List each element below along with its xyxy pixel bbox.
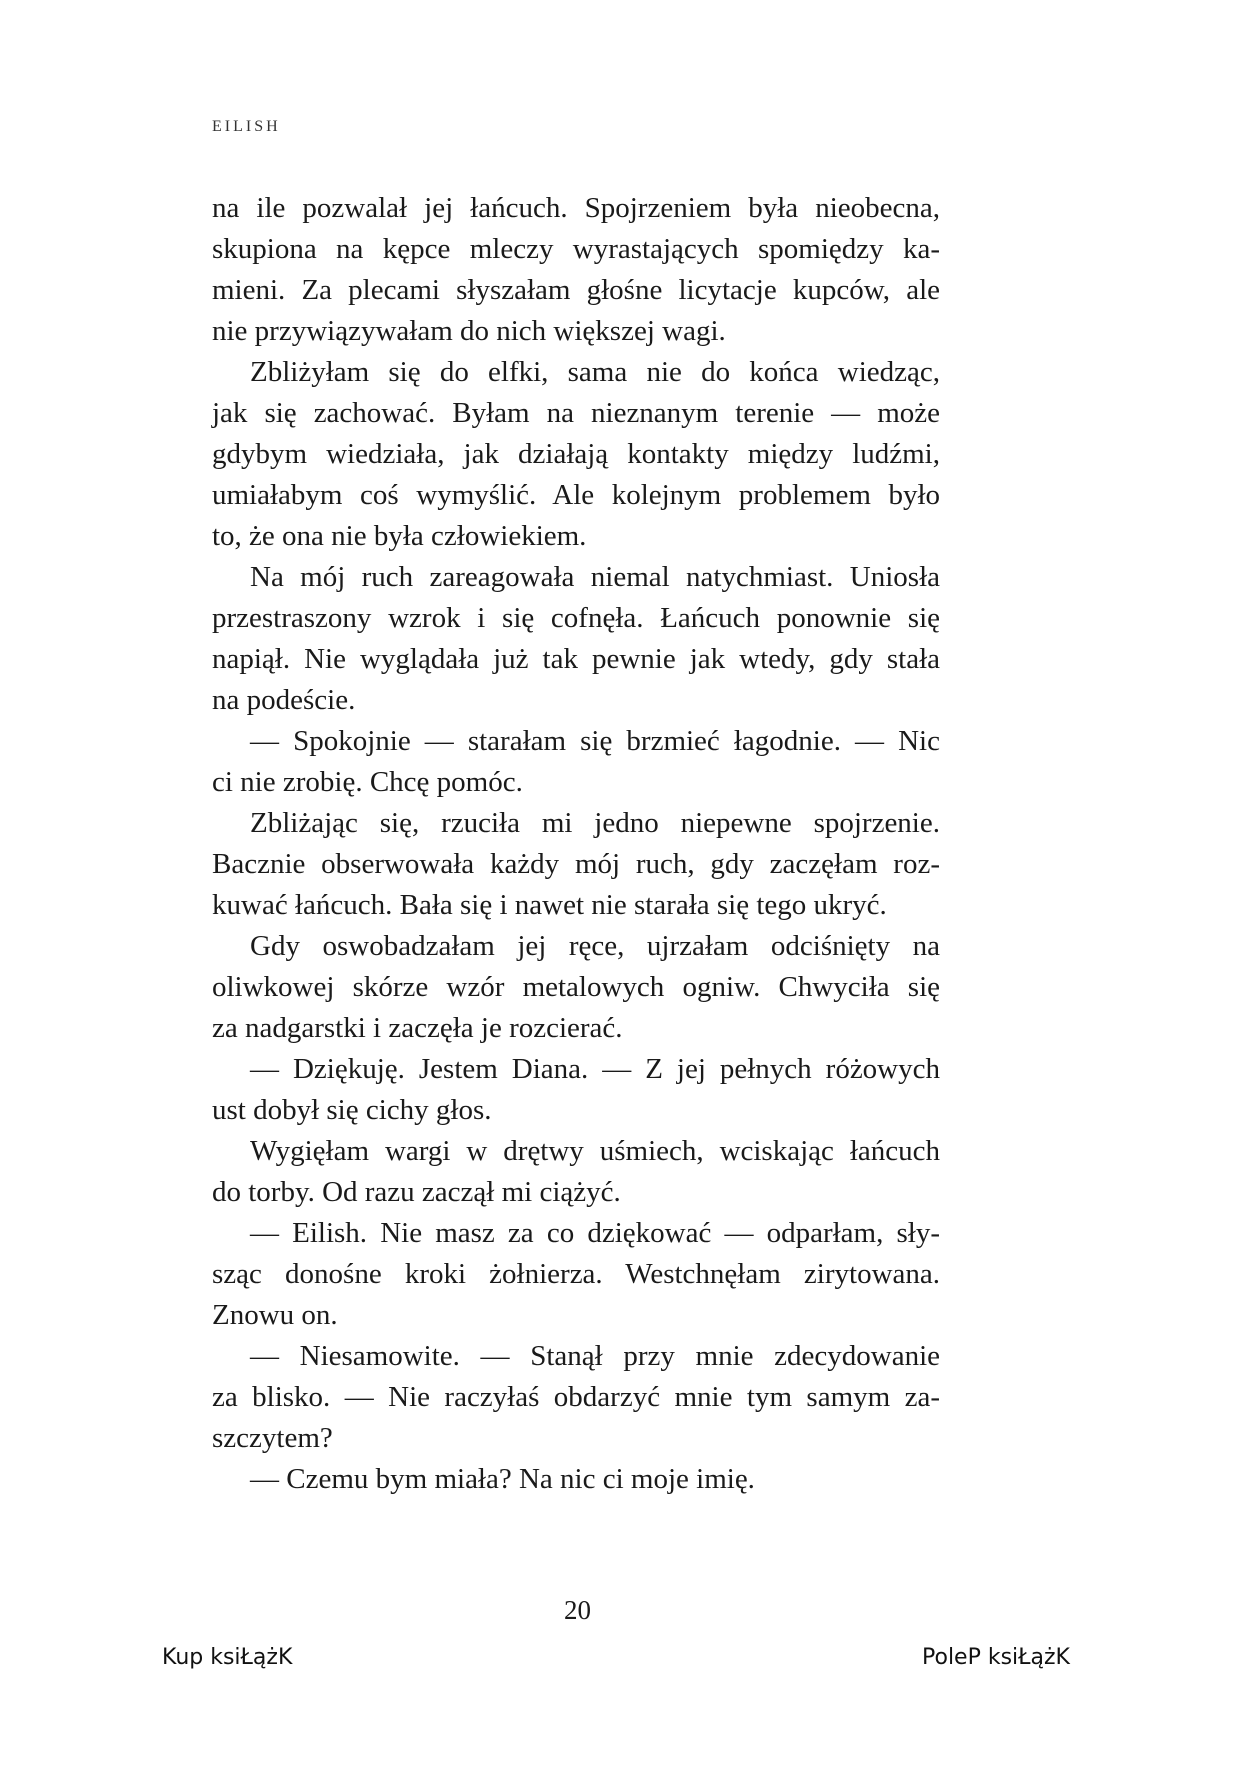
text-line: na ile pozwalał jej łańcuch. Spojrzeniem była nieobecna, <box>212 192 940 224</box>
body-text <box>212 188 940 1500</box>
text-line: za nadgarstki i zaczęła je rozcierać. <box>212 1012 623 1044</box>
text-line: jak się zachować. Byłam na nieznanym terenie — może <box>212 397 940 429</box>
text-line: na podeście. <box>212 684 356 716</box>
text-line: Zbliżyłam się do elfki, sama nie do końca wiedząc, <box>250 356 940 388</box>
paragraph <box>212 1049 940 1131</box>
text-line: umiałabym coś wymyślić. Ale kolejnym problemem było <box>212 479 940 511</box>
text-line: — Niesamowite. — Stanął przy mnie zdecydowanie <box>250 1340 940 1372</box>
page-number: 20 <box>564 1595 591 1625</box>
text-line: Na mój ruch zareagowała niemal natychmiast. Uniosła <box>250 561 940 593</box>
text-line: za blisko. — Nie raczyłaś obdarzyć mnie tym samym za- <box>212 1381 940 1413</box>
text-line: skupiona na kępce mleczy wyrastających spomiędzy ka- <box>212 233 940 265</box>
text-line: sząc donośne kroki żołnierza. Westchnęłam zirytowana. <box>212 1258 940 1290</box>
text-line: przestraszony wzrok i się cofnęła. Łańcuch ponownie się <box>212 602 940 634</box>
paragraph <box>212 1131 940 1213</box>
text-line: ust dobył się cichy głos. <box>212 1094 492 1126</box>
paragraph <box>212 188 940 352</box>
text-line: Znowu on. <box>212 1299 338 1331</box>
text-line: Wygięłam wargi w drętwy uśmiech, wciskając łańcuch <box>250 1135 940 1167</box>
paragraph <box>212 803 940 926</box>
text-line: to, że ona nie była człowiekiem. <box>212 520 587 552</box>
paragraph <box>212 926 940 1049</box>
text-line: Bacznie obserwowała każdy mój ruch, gdy zaczęłam roz- <box>212 848 940 880</box>
paragraph <box>212 1336 940 1459</box>
recommend-book-link[interactable]: PoleP ksiŁążK <box>922 1645 1070 1670</box>
paragraph <box>212 557 940 721</box>
text-line: napiął. Nie wyglądała już tak pewnie jak wtedy, gdy stała <box>212 643 940 675</box>
text-line: — Eilish. Nie masz za co dziękować — odparłam, sły- <box>250 1217 940 1249</box>
text-line: ci nie zrobię. Chcę pomóc. <box>212 766 523 798</box>
text-line: — Spokojnie — starałam się brzmieć łagodnie. — Nic <box>250 725 940 757</box>
buy-book-link[interactable]: Kup ksiŁążK <box>162 1645 293 1670</box>
paragraph <box>212 1459 940 1500</box>
paragraph <box>212 721 940 803</box>
text-line: gdybym wiedziała, jak działają kontakty między ludźmi, <box>212 438 940 470</box>
paragraph <box>212 352 940 557</box>
text-line: Zbliżając się, rzuciła mi jedno niepewne spojrzenie. <box>250 807 940 839</box>
text-line: kuwać łańcuch. Bała się i nawet nie starała się tego ukryć. <box>212 889 887 921</box>
text-line: nie przywiązywałam do nich większej wagi. <box>212 315 726 347</box>
text-line: oliwkowej skórze wzór metalowych ogniw. Chwyciła się <box>212 971 940 1003</box>
text-line: szczytem? <box>212 1422 333 1454</box>
text-line: — Dziękuję. Jestem Diana. — Z jej pełnych różowych <box>250 1053 940 1085</box>
text-line: mieni. Za plecami słyszałam głośne licytacje kupców, ale <box>212 274 940 306</box>
paragraph <box>212 1213 940 1336</box>
running-head: EILISH <box>212 118 281 135</box>
text-line: Gdy oswobadzałam jej ręce, ujrzałam odciśnięty na <box>250 930 940 962</box>
text-line: do torby. Od razu zaczął mi ciążyć. <box>212 1176 621 1208</box>
text-line: — Czemu bym miała? Na nic ci moje imię. <box>250 1463 755 1495</box>
